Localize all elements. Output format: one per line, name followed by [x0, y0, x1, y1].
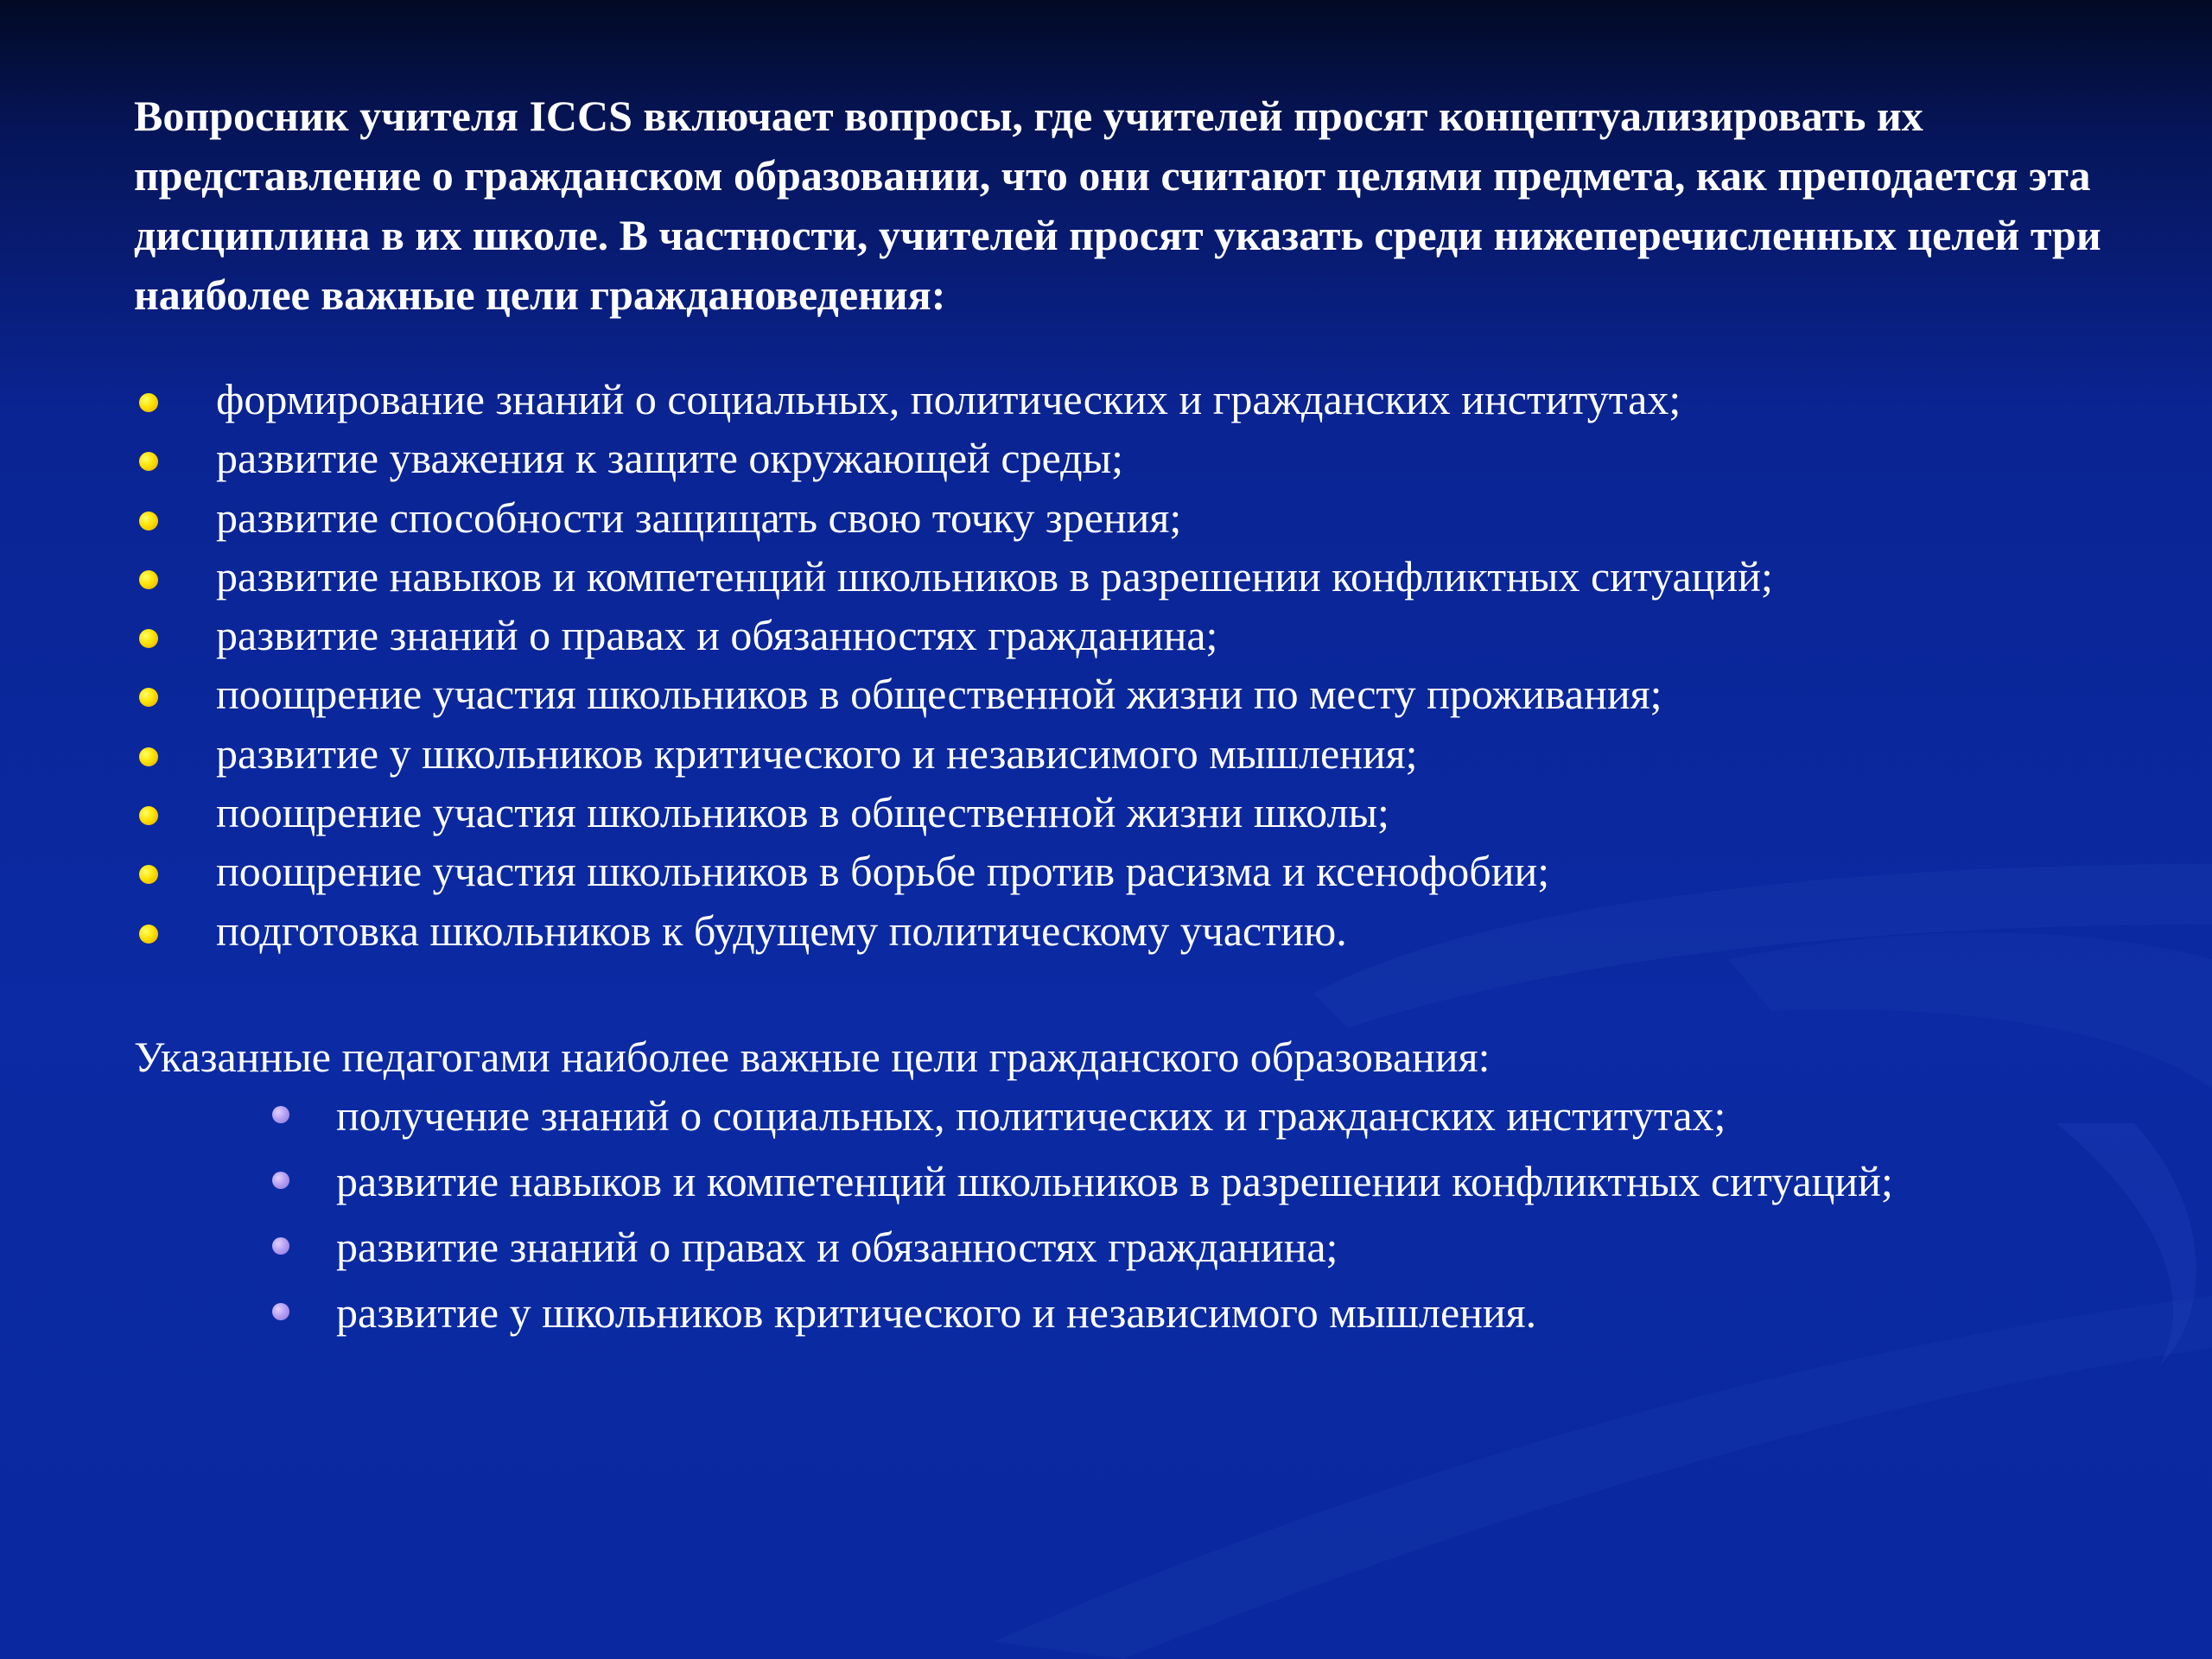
- bullet-icon: [272, 1172, 289, 1189]
- goal-item: [134, 429, 2164, 487]
- goal-text: развитие навыков и компетенций школьников в разрешении конфликтных ситуаций;: [216, 551, 1773, 601]
- bullet-icon: [139, 512, 158, 531]
- bullet-icon: [139, 865, 158, 884]
- goal-item: [134, 783, 2164, 842]
- bullet-icon: [272, 1303, 289, 1320]
- bullet-icon: [272, 1237, 289, 1255]
- goal-item: [134, 664, 2164, 723]
- goal-text: развитие уважения к защите окружающей среды;: [216, 434, 1124, 483]
- summary-text: развитие навыков и компетенций школьников в разрешении конфликтных ситуаций;: [336, 1157, 1893, 1205]
- goal-text: развитие способности защищать свою точку зрения;: [216, 493, 1182, 542]
- bullet-icon: [139, 393, 158, 412]
- intro-paragraph: Вопросник учителя ICCS включает вопросы, где учителей просят концептуализировать их представление о гражданском образовании, что они считают целями предмета, как преподается эта дисциплина в их школе. В частности, учителей просят указать среди нижеперечисленных целей три наиболее важные цели граждановедения:: [134, 92, 2101, 319]
- goal-text: формирование знаний о социальных, политических и гражданских институтах;: [216, 375, 1681, 423]
- goal-item: [134, 901, 2164, 960]
- bullet-icon: [139, 452, 158, 471]
- goal-item: [134, 547, 2164, 606]
- goal-text: поощрение участия школьников в общественной жизни школы;: [216, 788, 1389, 837]
- summary-item: [270, 1282, 1995, 1336]
- goal-item: [134, 370, 2164, 429]
- summary-item: [270, 1217, 1995, 1270]
- bullet-icon: [272, 1106, 289, 1123]
- goal-text: развитие знаний о правах и обязанностях гражданина;: [216, 611, 1218, 660]
- goal-text: подготовка школьников к будущему политическому участию.: [216, 906, 1347, 955]
- goal-text: поощрение участия школьников в борьбе против расизма и ксенофобии;: [216, 847, 1550, 896]
- summary-text: получение знаний о социальных, политических и гражданских институтах;: [336, 1091, 1726, 1140]
- summary-list: [270, 1085, 1955, 1348]
- goal-text: поощрение участия школьников в общественной жизни по месту проживания;: [216, 670, 1662, 719]
- goal-item: [134, 606, 2164, 664]
- bullet-icon: [139, 806, 158, 825]
- bullet-icon: [139, 925, 158, 944]
- bullet-icon: [139, 747, 158, 766]
- bullet-icon: [139, 629, 158, 648]
- goals-list: [134, 370, 2164, 960]
- summary-text: развитие знаний о правах и обязанностях гражданина;: [336, 1223, 1338, 1271]
- goal-item: [134, 488, 2164, 547]
- summary-heading: Указанные педагогами наиболее важные цели гражданского образования:: [134, 1033, 1491, 1081]
- summary-item: [270, 1085, 1995, 1139]
- summary-item: [270, 1151, 1995, 1205]
- summary-text: развитие у школьников критического и независимого мышления.: [336, 1288, 1537, 1337]
- bullet-icon: [139, 688, 158, 707]
- goal-text: развитие у школьников критического и независимого мышления;: [216, 728, 1418, 778]
- goal-item: [134, 724, 2164, 783]
- goal-item: [134, 842, 2164, 900]
- bullet-icon: [139, 570, 158, 589]
